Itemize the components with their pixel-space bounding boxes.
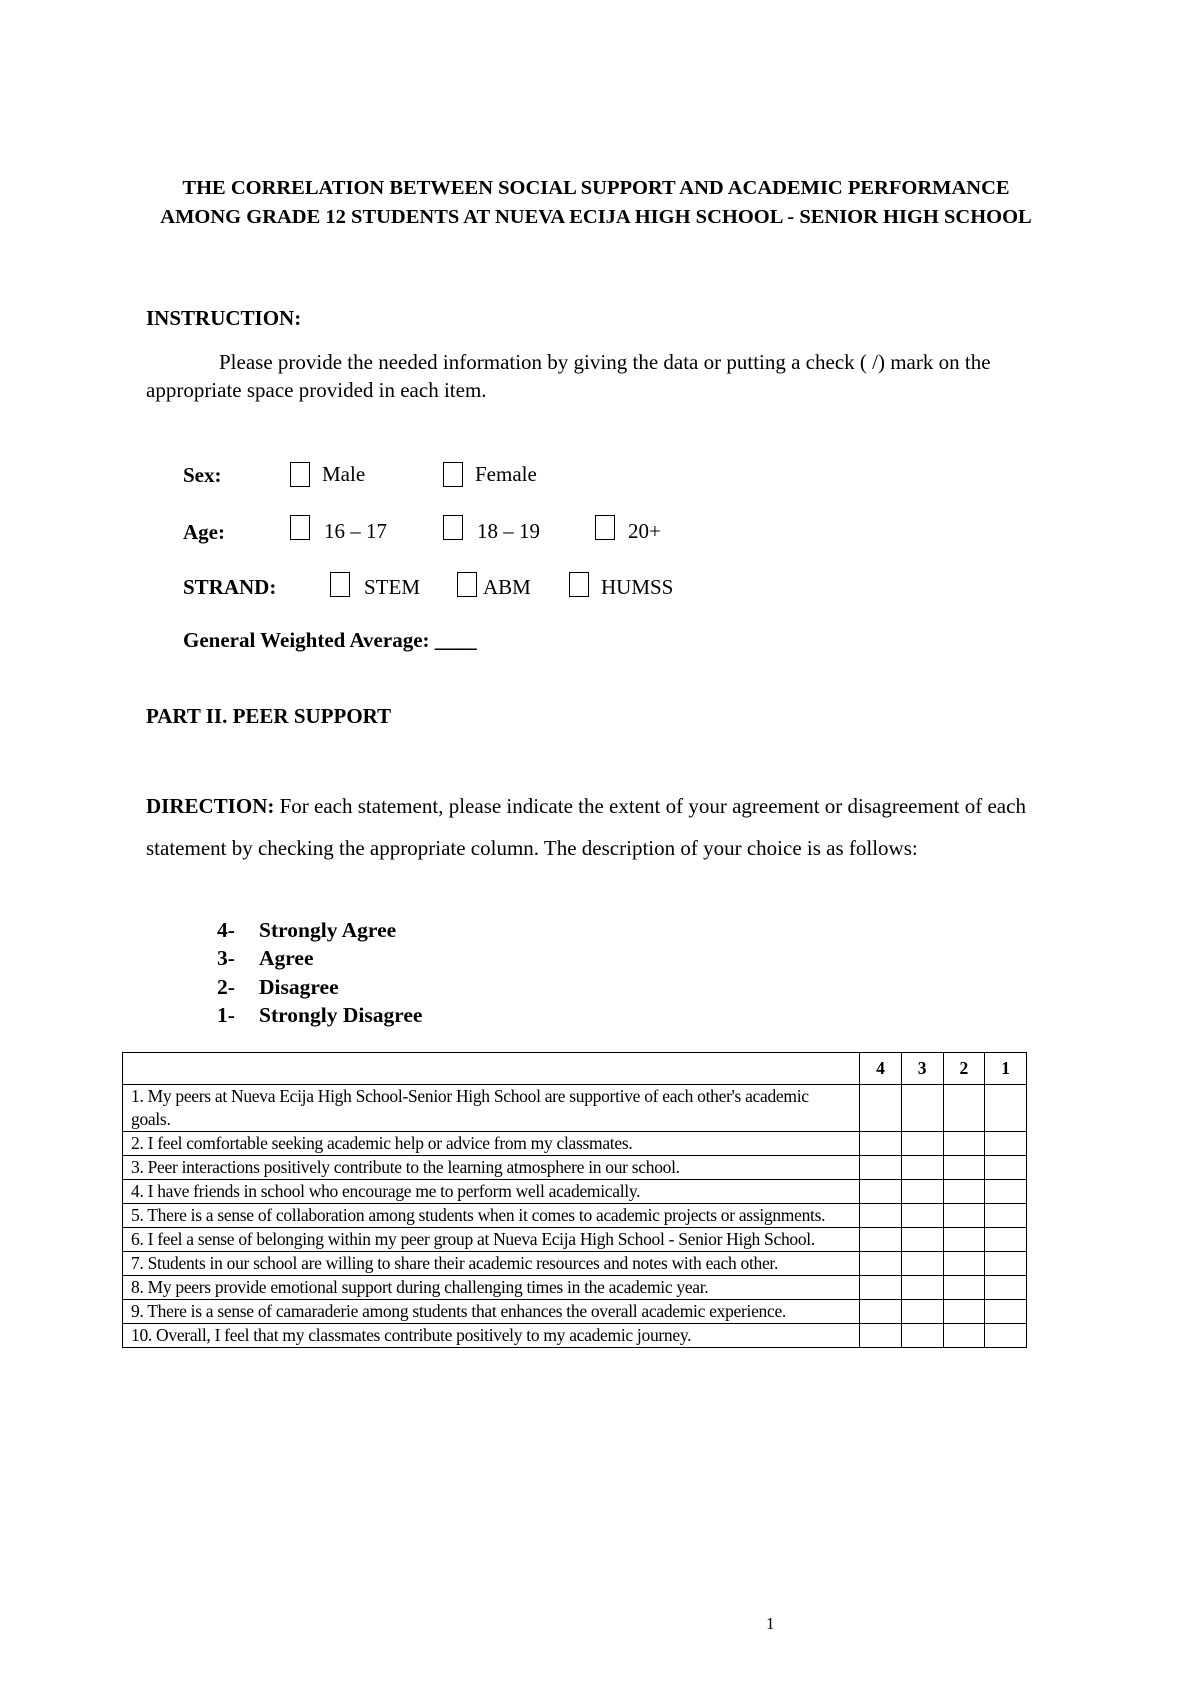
- header-rating-2: 2: [943, 1053, 985, 1085]
- rating-cell-4[interactable]: [860, 1228, 902, 1252]
- sex-label: Sex:: [183, 463, 222, 487]
- statement-cell: 3. Peer interactions positively contribute to the learning atmosphere in our school.: [123, 1156, 860, 1180]
- rating-cell-4[interactable]: [860, 1204, 902, 1228]
- statement-cell: 2. I feel comfortable seeking academic help or advice from my classmates.: [123, 1132, 860, 1156]
- rating-cell-3[interactable]: [901, 1300, 943, 1324]
- rating-cell-2[interactable]: [943, 1252, 985, 1276]
- statement-cell: 4. I have friends in school who encourage me to perform well academically.: [123, 1180, 860, 1204]
- scale-item: [217, 918, 396, 943]
- sex-female-option: Female: [475, 462, 537, 486]
- header-rating-4: 4: [860, 1053, 902, 1085]
- scale-number: 3-: [217, 946, 235, 970]
- scale-label: Strongly Disagree: [259, 1003, 423, 1027]
- rating-cell-1[interactable]: [985, 1156, 1027, 1180]
- header-rating-3: 3: [901, 1053, 943, 1085]
- table-row: [123, 1324, 1027, 1348]
- direction-text: For each statement, please indicate the extent of your agreement or disagreement of each statement by checking the appropriate column. The description of your choice is as follows:: [146, 794, 1026, 860]
- table-row: [123, 1276, 1027, 1300]
- scale-number: 1-: [217, 1003, 235, 1027]
- rating-cell-4[interactable]: [860, 1132, 902, 1156]
- strand-stem-option: STEM: [364, 575, 421, 599]
- statement-cell: 8. My peers provide emotional support during challenging times in the academic year.: [123, 1276, 860, 1300]
- rating-cell-1[interactable]: [985, 1085, 1027, 1132]
- table-row: [123, 1085, 1027, 1132]
- rating-cell-2[interactable]: [943, 1276, 985, 1300]
- rating-cell-2[interactable]: [943, 1228, 985, 1252]
- strand-abm-option: ABM: [483, 575, 531, 599]
- direction-label: DIRECTION:: [146, 794, 275, 818]
- statement-cell: 7. Students in our school are willing to share their academic resources and notes with each other.: [123, 1252, 860, 1276]
- rating-cell-1[interactable]: [985, 1204, 1027, 1228]
- sex-male-checkbox[interactable]: [290, 462, 310, 487]
- table-row: [123, 1204, 1027, 1228]
- rating-cell-1[interactable]: [985, 1300, 1027, 1324]
- strand-label: STRAND:: [183, 575, 277, 599]
- statement-cell: 1. My peers at Nueva Ecija High School-Senior High School are supportive of each other's academic goals.: [123, 1085, 860, 1132]
- sex-male-option: Male: [322, 462, 366, 486]
- age-label: Age:: [183, 520, 225, 544]
- age-20plus-checkbox[interactable]: [595, 515, 615, 540]
- age-18-19-checkbox[interactable]: [443, 515, 463, 540]
- statement-cell: 6. I feel a sense of belonging within my peer group at Nueva Ecija High School - Senior High School.: [123, 1228, 860, 1252]
- age-16-17-option: 16 – 17: [324, 519, 387, 543]
- table-row: [123, 1180, 1027, 1204]
- rating-cell-3[interactable]: [901, 1156, 943, 1180]
- instruction-body: Please provide the needed information by giving the data or putting a check ( /) mark on the appropriate space provided in each item.: [146, 350, 991, 402]
- rating-cell-3[interactable]: [901, 1252, 943, 1276]
- table-row: [123, 1252, 1027, 1276]
- gwa-field: [183, 628, 477, 653]
- table-row: [123, 1300, 1027, 1324]
- rating-cell-4[interactable]: [860, 1085, 902, 1132]
- header-rating-1: 1: [985, 1053, 1027, 1085]
- rating-cell-3[interactable]: [901, 1324, 943, 1348]
- statement-cell: 5. There is a sense of collaboration among students when it comes to academic projects or assignments.: [123, 1204, 860, 1228]
- table-row: [123, 1228, 1027, 1252]
- rating-cell-1[interactable]: [985, 1228, 1027, 1252]
- scale-item: [217, 946, 314, 971]
- rating-cell-1[interactable]: [985, 1132, 1027, 1156]
- rating-cell-2[interactable]: [943, 1132, 985, 1156]
- rating-cell-2[interactable]: [943, 1085, 985, 1132]
- rating-cell-3[interactable]: [901, 1180, 943, 1204]
- rating-cell-4[interactable]: [860, 1180, 902, 1204]
- rating-cell-4[interactable]: [860, 1300, 902, 1324]
- direction-paragraph: [146, 786, 1066, 869]
- part2-heading: PART II. PEER SUPPORT: [146, 704, 392, 728]
- instruction-heading: INSTRUCTION:: [146, 306, 302, 330]
- rating-cell-3[interactable]: [901, 1204, 943, 1228]
- scale-label: Disagree: [259, 975, 339, 999]
- age-20plus-option: 20+: [628, 519, 661, 543]
- scale-number: 2-: [217, 975, 235, 999]
- sex-female-checkbox[interactable]: [443, 462, 463, 487]
- rating-cell-1[interactable]: [985, 1252, 1027, 1276]
- age-16-17-checkbox[interactable]: [290, 515, 310, 540]
- strand-stem-checkbox[interactable]: [330, 572, 350, 597]
- rating-cell-2[interactable]: [943, 1300, 985, 1324]
- scale-label: Strongly Agree: [259, 918, 397, 942]
- age-18-19-option: 18 – 19: [477, 519, 540, 543]
- peer-support-table: [122, 1052, 1027, 1348]
- page-number: 1: [766, 1614, 775, 1633]
- scale-number: 4-: [217, 918, 235, 942]
- gwa-blank[interactable]: ____: [434, 628, 477, 652]
- rating-cell-2[interactable]: [943, 1204, 985, 1228]
- table-row: [123, 1156, 1027, 1180]
- rating-cell-3[interactable]: [901, 1085, 943, 1132]
- rating-cell-4[interactable]: [860, 1156, 902, 1180]
- rating-cell-2[interactable]: [943, 1156, 985, 1180]
- rating-cell-4[interactable]: [860, 1276, 902, 1300]
- scale-label: Agree: [259, 946, 314, 970]
- rating-cell-3[interactable]: [901, 1276, 943, 1300]
- rating-cell-3[interactable]: [901, 1132, 943, 1156]
- strand-abm-checkbox[interactable]: [457, 572, 477, 597]
- table-row: [123, 1132, 1027, 1156]
- statement-cell: 10. Overall, I feel that my classmates contribute positively to my academic journey.: [123, 1324, 860, 1348]
- rating-cell-2[interactable]: [943, 1324, 985, 1348]
- rating-cell-3[interactable]: [901, 1228, 943, 1252]
- rating-cell-2[interactable]: [943, 1180, 985, 1204]
- rating-cell-4[interactable]: [860, 1324, 902, 1348]
- document-title: THE CORRELATION BETWEEN SOCIAL SUPPORT AND ACADEMIC PERFORMANCE AMONG GRADE 12 STUDENTS AT NUEVA ECIJA HIGH SCHOOL - SENIOR HIGH SCHOOL: [160, 177, 1032, 228]
- scale-item: [217, 975, 339, 1000]
- scale-item: [217, 1003, 422, 1028]
- table-header-row: [123, 1053, 1027, 1085]
- gwa-label: General Weighted Average:: [183, 628, 430, 652]
- strand-humss-option: HUMSS: [601, 575, 674, 599]
- rating-cell-1[interactable]: [985, 1324, 1027, 1348]
- header-statement: [123, 1053, 860, 1085]
- statement-cell: 9. There is a sense of camaraderie among students that enhances the overall academic experience.: [123, 1300, 860, 1324]
- rating-cell-4[interactable]: [860, 1252, 902, 1276]
- rating-cell-1[interactable]: [985, 1276, 1027, 1300]
- strand-humss-checkbox[interactable]: [569, 572, 589, 597]
- rating-cell-1[interactable]: [985, 1180, 1027, 1204]
